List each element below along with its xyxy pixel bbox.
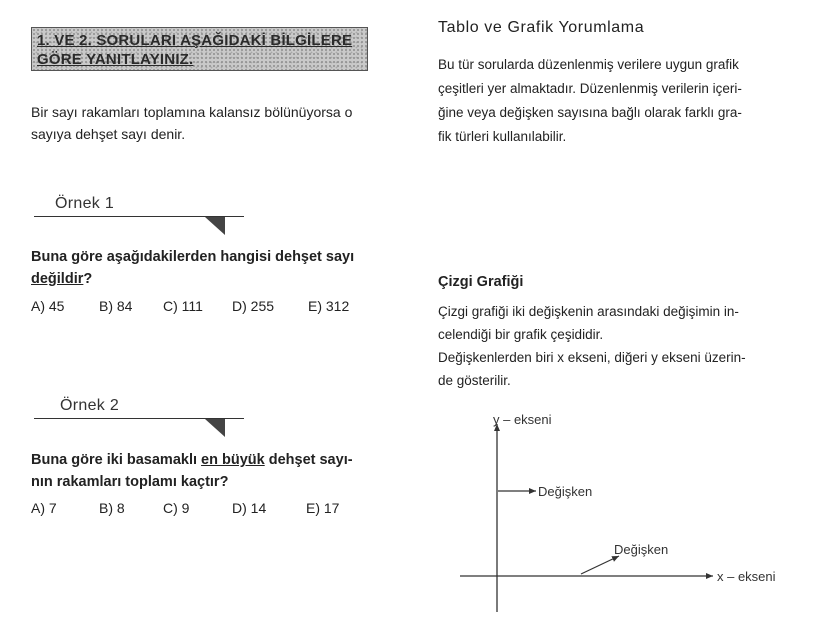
right-intro-line-1: Bu tür sorularda düzenlenmiş verilere uygun grafik [438,57,739,72]
right-section-title: Tablo ve Grafik Yorumlama [438,19,645,36]
x-variable-label: Değişken [614,542,669,557]
right-intro-line-2: çeşitleri yer almaktadır. Düzenlenmiş verilerin içeri- [438,81,742,96]
line-chart-line-2: celendiği bir grafik çeşididir. [438,327,604,342]
example-1-option-a[interactable]: A) 45 [31,298,65,314]
example-2-option-a[interactable]: A) 7 [31,500,57,516]
example-1-option-d[interactable]: D) 255 [232,298,275,314]
banner-line-1: 1. VE 2. SORULARI AŞAĞIDAKİ BİLGİLERE [37,32,353,49]
example-2-title: Örnek 2 [60,397,120,414]
example-2-option-d[interactable]: D) 14 [232,500,267,516]
example-2-option-b[interactable]: B) 8 [99,500,125,516]
example-1-option-e[interactable]: E) 312 [308,298,350,314]
y-axis-label: y – ekseni [493,412,552,427]
example-2-option-c[interactable]: C) 9 [163,500,190,516]
line-chart-line-4: de gösterilir. [438,373,511,388]
y-variable-label: Değişken [538,484,593,499]
definition-line-1: Bir sayı rakamları toplamına kalansız bölünüyorsa o [31,104,353,120]
example-2-question-pre: Buna göre iki basamaklı [31,452,202,468]
example-1-option-b[interactable]: B) 84 [99,298,133,314]
right-intro-line-3: ğine veya değişken sayısına bağlı olarak farklı gra- [438,105,742,120]
x-axis-label: x – ekseni [717,569,776,584]
example-1-option-c[interactable]: C) 111 [163,298,203,314]
example-1-question-end: ? [83,271,93,287]
x-variable-arrow [581,556,619,574]
right-intro-line-4: fik türleri kullanılabilir. [438,129,567,144]
line-chart-line-3: Değişkenlerden biri x ekseni, diğeri y ekseni üzerin- [438,350,746,365]
example-2-question-post: dehşet sayı- [264,452,353,468]
example-1-question-line-1: Buna göre aşağıdakilerden hangisi dehşet sayı [31,249,355,265]
line-chart-line-1: Çizgi grafiği iki değişkenin arasındaki değişimin in- [438,304,739,319]
example-2-option-e[interactable]: E) 17 [306,500,340,516]
definition-line-2: sayıya dehşet sayı denir. [31,126,186,142]
example-1-title: Örnek 1 [55,195,115,212]
line-chart-section-title: Çizgi Grafiği [438,274,524,290]
banner-line-2: GÖRE YANITLAYINIZ. [37,51,194,68]
example-2-question-line-2: nın rakamları toplamı kaçtır? [31,474,229,490]
example-1-question-underlined: değildir [31,271,84,287]
example-2-question-underlined: en büyük [201,452,265,468]
